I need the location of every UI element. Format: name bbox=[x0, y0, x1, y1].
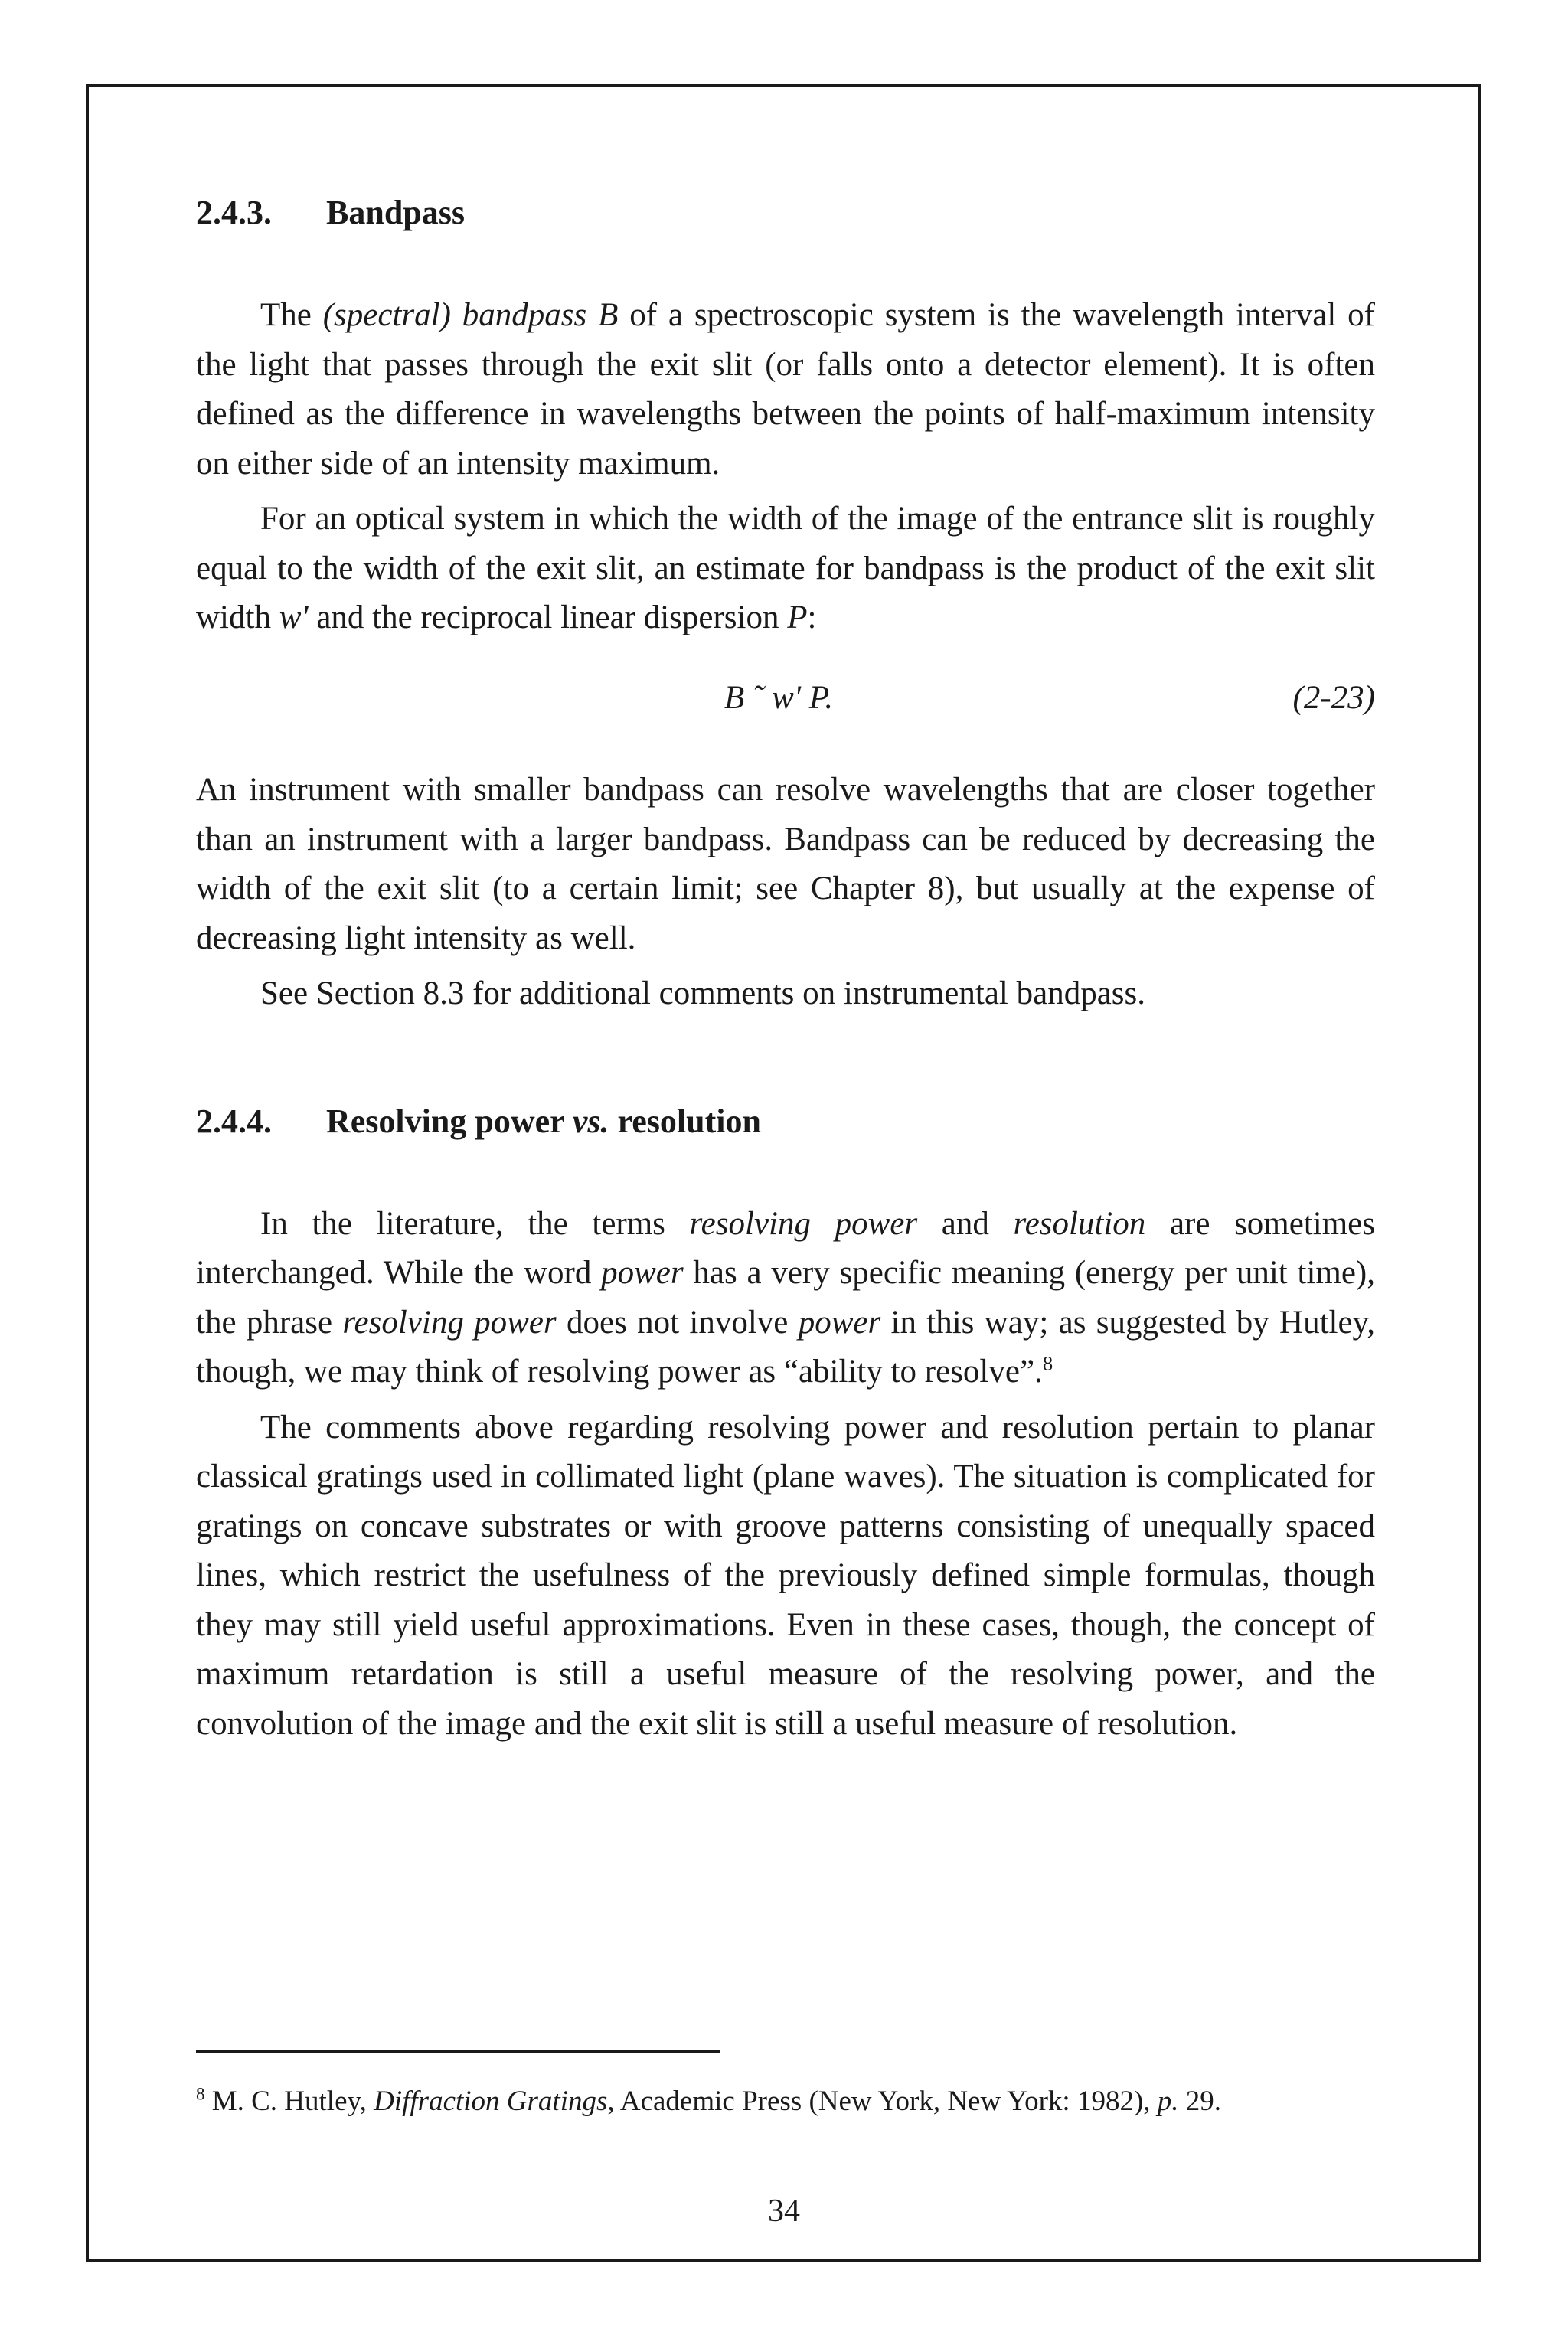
footnote-divider bbox=[196, 2050, 720, 2053]
equation-number: (2-23) bbox=[1292, 679, 1375, 716]
term-spectral-bandpass: (spectral) bandpass B bbox=[322, 297, 619, 333]
paragraph-bandpass-estimate: For an optical system in which the width of the image of the entrance slit is roughly equal to the width of the exit slit, an estimate for bandpass is the product of the exit slit width w' and the reciprocal linear dispersion P: bbox=[196, 501, 1375, 635]
page-number: 34 bbox=[768, 2194, 800, 2229]
paragraph-resolving-power-terms: In the literature, the terms resolving power and resolution are sometimes interchanged. While the word power has a very specific meaning (energy per unit time), the phrase resolving power does not involve power in this way; as suggested by Hutley, though, we may think of resolving power as “ability to resolve”.$^8$ bbox=[196, 1205, 1376, 1390]
footnote-reference[interactable]: 8 bbox=[1042, 1351, 1054, 1375]
section-heading-2-4-4: 2.4.4. Resolving power vs. resolution bbox=[196, 1099, 1375, 1145]
footnote-8: $^8$ M. C. Hutley, Diffraction Gratings, Academic Press (New York, New York: 1982), p. 29. bbox=[196, 2084, 1222, 2117]
paragraph-bandpass-definition: The (spectral) bandpass B of a spectroscopic system is the wavelength interval of the light that passes through the exit slit (or falls onto a detector element). It is often defined as the difference in wavelengths between the points of half-maximum intensity on either side of an intensity maximum. bbox=[196, 297, 1375, 482]
section-heading-2-4-3 bbox=[196, 190, 1375, 236]
paragraph-smaller-bandpass: An instrument with smaller bandpass can resolve wavelengths that are closer together than an instrument with a larger bandpass. Bandpass can be reduced by decreasing the width of the exit slit (to a certain limit; see Chapter 8), but usually at the expense of decreasing light intensity as well. bbox=[196, 772, 1375, 956]
section-number: 2.4.3. bbox=[196, 194, 272, 231]
equation-2-23 bbox=[196, 674, 1375, 724]
footnote-book-title: Diffraction Gratings bbox=[374, 2086, 608, 2117]
equation-expression: B ˜ w' P. bbox=[724, 679, 834, 716]
footnote-mark: 8 bbox=[196, 2084, 205, 2104]
section-title: Bandpass bbox=[326, 194, 466, 231]
symbol-p: P bbox=[787, 599, 808, 635]
section-number: 2.4.4. bbox=[196, 1102, 272, 1140]
symbol-w-prime: w' bbox=[279, 599, 309, 635]
paragraph-classical-gratings: The comments above regarding resolving power and resolution pertain to planar classical gratings used in collimated light (plane waves). The situation is complicated for gratings on concave substrates or with groove patterns consisting of unequally spaced lines, which restrict the usefulness of the previously defined simple formulas, though they may still yield useful approximations. Even in these cases, though, the concept of maximum retardation is still a useful measure of the resolving power, and the convolution of the image and the exit slit is still a useful measure of resolution. bbox=[196, 1409, 1375, 1742]
page-body bbox=[196, 190, 1375, 1749]
paragraph-see-section: See Section 8.3 for additional comments on instrumental bandpass. bbox=[260, 975, 1146, 1011]
